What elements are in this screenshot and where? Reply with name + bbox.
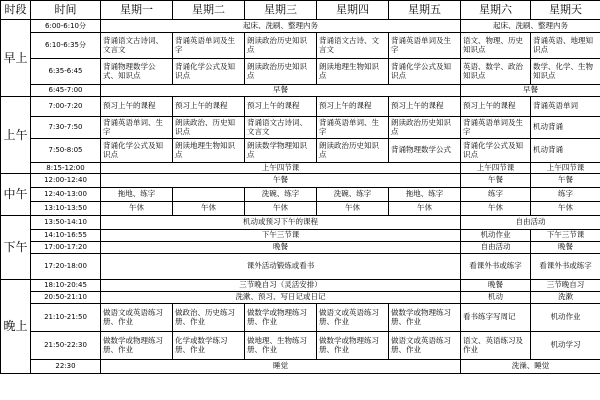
activity-cell: 背诵英语、地理知识点 [531,33,600,59]
activity-cell: 看课外书或练字 [461,254,531,280]
activity-cell: 起床、洗刷、整理内务 [461,20,600,33]
activity-cell: 做语文或英语练习册、作业 [317,304,389,332]
table-row [1,230,600,242]
activity-cell: 午休 [389,202,461,216]
activity-cell: 背诵英语单词及生字 [389,33,461,59]
period-morning: 早上 [1,20,31,97]
activity-cell: 背诵英语单词、生字 [101,117,173,139]
activity-cell: 洗碗、练字 [317,188,389,202]
time-cell: 6:45-7:00 [31,85,101,97]
header-row [1,1,600,20]
activity-cell: 语文、物理、历史知识点 [461,33,531,59]
activity-cell: 午休 [461,202,531,216]
activity-cell: 做语文或英语练习册、作业 [101,304,173,332]
table-row [1,242,600,254]
activity-cell: 朗读政治、历史知识点 [173,117,245,139]
activity-cell: 朗读数学物理知识点 [245,139,317,163]
activity-cell [173,188,245,202]
time-cell: 13:50-14:10 [31,216,101,230]
activity-cell: 机动或预习下午的课程 [101,216,461,230]
period-afternoon: 下午 [1,216,31,280]
activity-cell: 朗读政治历史知识点 [245,33,317,59]
activity-cell: 机动 [461,292,531,304]
period-forenoon: 上午 [1,97,31,174]
activity-cell: 做地理、生物练习册、作业 [245,332,317,360]
table-row [1,332,600,360]
activity-cell: 做数学或物理练习册、作业 [317,332,389,360]
activity-cell: 背诵化学公式及知识点 [389,59,461,85]
table-row [1,117,600,139]
table-row [1,280,600,292]
time-cell: 20:50-21:10 [31,292,101,304]
activity-cell: 英语、数学、政治知识点 [461,59,531,85]
table-row [1,292,600,304]
activity-cell: 朗读地理生物知识点 [317,59,389,85]
activity-cell: 背诵英语单词 [531,97,600,117]
activity-cell: 机动背诵 [531,139,600,163]
activity-cell: 自由活动 [461,216,600,230]
activity-cell: 朗读地理生物知识点 [173,139,245,163]
activity-cell: 起床、洗刷、整理内务 [101,20,461,33]
time-cell: 6:00-6:10分 [31,20,101,33]
activity-cell: 数学、化学、生物知识点 [531,59,600,85]
activity-cell: 早餐 [101,85,461,97]
time-cell: 21:50-22:30 [31,332,101,360]
table-row [1,33,600,59]
table-row [1,188,600,202]
header-cell: 星期六 [461,1,531,20]
activity-cell: 晚餐 [101,242,461,254]
table-row [1,20,600,33]
activity-cell: 预习上午的课程 [101,97,173,117]
activity-cell: 背诵化学公式及知识点 [173,59,245,85]
header-cell: 星期一 [101,1,173,20]
table-row [1,202,600,216]
time-cell: 7:30-7:50 [31,117,101,139]
time-cell: 6:35-6:45 [31,59,101,85]
header-cell: 星期三 [245,1,317,20]
time-cell: 7:50-8:05 [31,139,101,163]
activity-cell: 背诵语文古诗词、文言文 [245,117,317,139]
activity-cell: 课外活动锻炼或看书 [101,254,461,280]
activity-cell: 午餐 [531,174,600,188]
activity-cell: 午餐 [461,174,531,188]
activity-cell: 做数学或物理练习册、作业 [101,332,173,360]
time-cell: 7:00-7:20 [31,97,101,117]
activity-cell: 朗读政治历史知识点 [245,59,317,85]
table-row [1,163,600,174]
header-cell: 星期四 [317,1,389,20]
activity-cell: 朗读政治历史知识点 [389,117,461,139]
time-cell: 12:40-13:00 [31,188,101,202]
table-row [1,174,600,188]
activity-cell: 化学或数学练习册、作业 [173,332,245,360]
table-row [1,254,600,280]
table-row [1,139,600,163]
activity-cell: 机动学习 [531,332,600,360]
activity-cell: 朗读政治历史知识点 [317,139,389,163]
table-row [1,85,600,97]
activity-cell: 下午三节课 [531,230,600,242]
header-cell: 星期天 [531,1,600,20]
time-cell: 22:30 [31,360,101,374]
activity-cell: 早餐 [461,85,600,97]
activity-cell: 自由活动 [461,242,531,254]
time-cell: 6:10-6:35分 [31,33,101,59]
activity-cell: 背诵物理数学公式、知识点 [101,59,173,85]
activity-cell: 看课外书或练字 [531,254,600,280]
table-row [1,97,600,117]
activity-cell: 午休 [173,202,245,216]
header-cell: 星期二 [173,1,245,20]
activity-cell: 午休 [531,202,600,216]
activity-cell: 机动作业 [461,230,531,242]
activity-cell: 三节晚自习 [531,280,600,292]
activity-cell: 做数学或物理练习册、作业 [245,304,317,332]
activity-cell: 预习上午的课程 [389,97,461,117]
activity-cell: 睡觉 [101,360,461,374]
activity-cell: 午休 [245,202,317,216]
activity-cell: 背诵英语单词及生字 [173,33,245,59]
period-noon: 中午 [1,174,31,216]
activity-cell: 午餐 [101,174,461,188]
activity-cell: 预习上午的课程 [461,97,531,117]
activity-cell: 上午四节课 [101,163,461,174]
activity-cell: 练字 [531,188,600,202]
activity-cell: 晚餐 [461,280,531,292]
table-row [1,360,600,374]
activity-cell: 背诵物理数学公式 [389,139,461,163]
activity-cell: 晚餐 [531,242,600,254]
activity-cell: 语文、英语练习及作业 [461,332,531,360]
activity-cell: 做语文或英语练习册、作业 [389,332,461,360]
activity-cell: 拖地、练字 [389,188,461,202]
activity-cell: 预习上午的课程 [173,97,245,117]
activity-cell: 练字 [461,188,531,202]
activity-cell: 三节晚自习（灵活安排） [101,280,461,292]
activity-cell: 背诵化学公式及知识点 [101,139,173,163]
activity-cell: 上午四节课 [531,163,600,174]
activity-cell: 看书练字写周记 [461,304,531,332]
activity-cell: 背诵语文古诗词、文言文 [101,33,173,59]
time-cell: 14:10-16:55 [31,230,101,242]
activity-cell: 机动背诵 [531,117,600,139]
activity-cell: 下午三节课 [101,230,461,242]
activity-cell: 洗漱 [531,292,600,304]
activity-cell: 做政治、历史练习册、作业 [173,304,245,332]
period-evening: 晚上 [1,280,31,374]
activity-cell: 拖地、练字 [101,188,173,202]
table-row [1,304,600,332]
activity-cell: 上午四节课 [461,163,531,174]
table-row [1,216,600,230]
time-cell: 12:00-12:40 [31,174,101,188]
time-cell: 17:00-17:20 [31,242,101,254]
activity-cell: 背诵英语单词、生字 [317,117,389,139]
activity-cell: 机动作业 [531,304,600,332]
header-cell: 时段 [1,1,31,20]
header-cell: 时间 [31,1,101,20]
table-row [1,59,600,85]
activity-cell: 背诵语文古诗、文言文 [317,33,389,59]
activity-cell: 背诵化学公式及知识点 [461,139,531,163]
time-cell: 13:10-13:50 [31,202,101,216]
activity-cell: 背诵英语单词及生字 [461,117,531,139]
activity-cell: 午休 [317,202,389,216]
activity-cell: 做数学或物理练习册、作业 [389,304,461,332]
activity-cell: 洗碗、练字 [245,188,317,202]
header-cell: 星期五 [389,1,461,20]
activity-cell: 洗漱、预习、写日记或日记 [101,292,461,304]
time-cell: 8:15-12:00 [31,163,101,174]
activity-cell: 预习上午的课程 [317,97,389,117]
activity-cell: 预习上午的课程 [245,97,317,117]
activity-cell: 午休 [101,202,173,216]
time-cell: 21:10-21:50 [31,304,101,332]
time-cell: 17:20-18:00 [31,254,101,280]
time-cell: 18:10-20:45 [31,280,101,292]
activity-cell: 洗澡、睡觉 [461,360,600,374]
